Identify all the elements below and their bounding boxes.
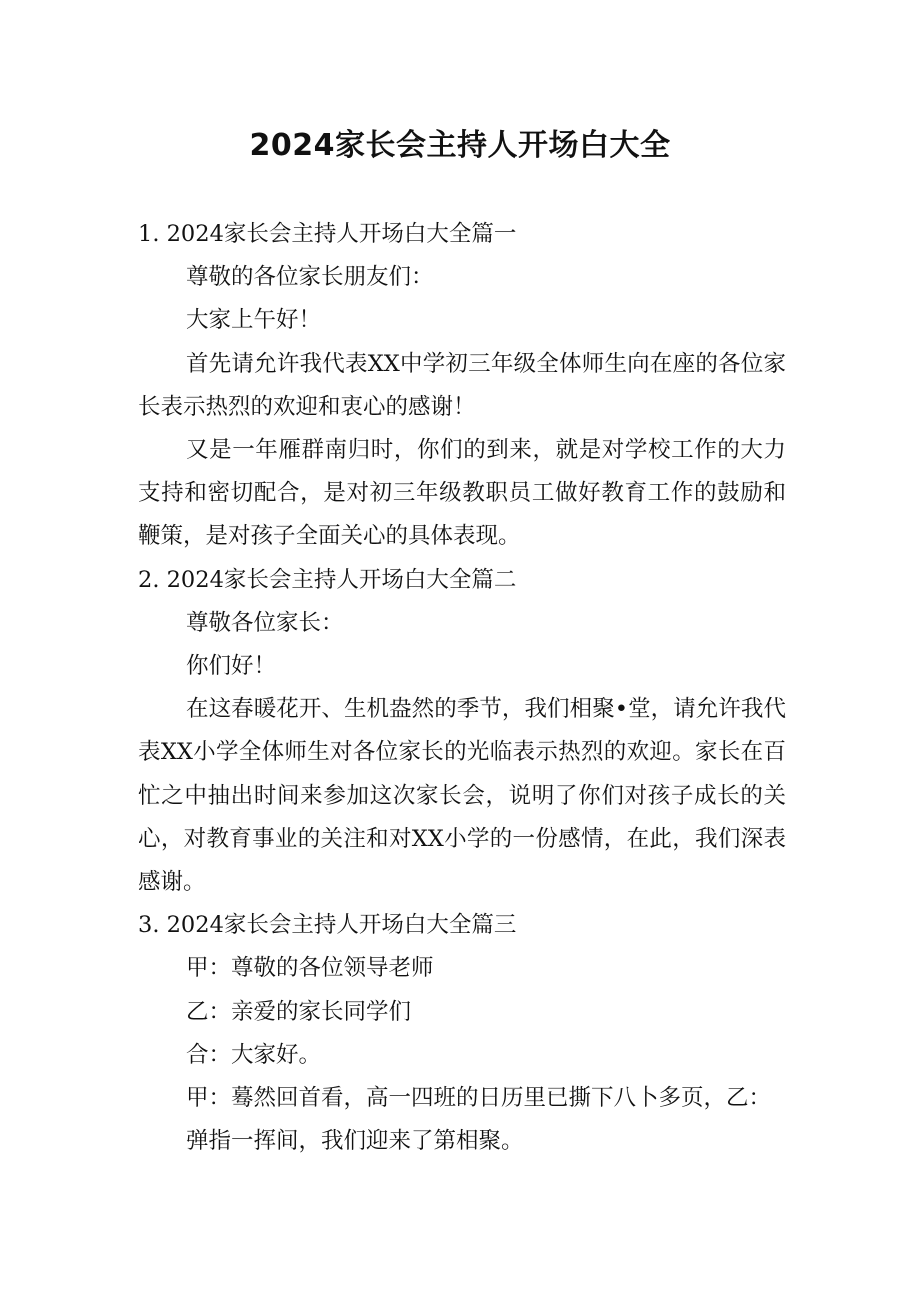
body-paragraph: 又是一年雁群南归时，你们的到来，就是对学校工作的大力支持和密切配合，是对初三年级教职员工做好教育工作的鼓励和鞭策，是对孩子全面关心的具体表现。 <box>138 437 786 550</box>
body-paragraph: 首先请允许我代表XX中学初三年级全体师生向在座的各位家长表示热烈的欢迎和衷心的感谢！ <box>138 350 786 420</box>
greeting-line: 你们好！ <box>186 653 277 680</box>
section-heading-1: 1. 2024家长会主持人开场白大全篇一 <box>138 221 517 247</box>
dialogue-line: 甲：尊敬的各位领导老师 <box>186 955 434 982</box>
dialogue-line: 甲：蓦然回首看，高一四班的日历里已撕下八卜多页，乙： <box>186 1085 772 1112</box>
dialogue-line: 合：大家好。 <box>186 1041 322 1068</box>
document-title: 2024家长会主持人开场白大全 <box>249 128 671 163</box>
salutation-line: 尊敬的各位家长朋友们： <box>186 264 434 291</box>
greeting-line: 大家上午好！ <box>186 307 322 334</box>
section-heading-3: 3. 2024家长会主持人开场白大全篇三 <box>138 912 517 939</box>
dialogue-line: 乙：亲爱的家长同学们 <box>186 998 412 1025</box>
section-heading-2: 2. 2024家长会主持人开场白大全篇二 <box>138 566 517 593</box>
salutation-line: 尊敬各位家长： <box>186 609 344 636</box>
dialogue-line: 弹指一挥间，我们迎来了第相聚。 <box>186 1128 524 1155</box>
document-body <box>138 213 786 1163</box>
body-paragraph: 在这春暖花开、生机盎然的季节，我们相聚•堂，请允许我代表XX小学全体师生对各位家长的光临表示热烈的欢迎。家长在百忙之中抽出时间来参加这次家长会，说明了你们对孩子成长的关心，对教育事业的关注和对XX小学的一份感情，在此，我们深表感谢。 <box>138 696 786 896</box>
